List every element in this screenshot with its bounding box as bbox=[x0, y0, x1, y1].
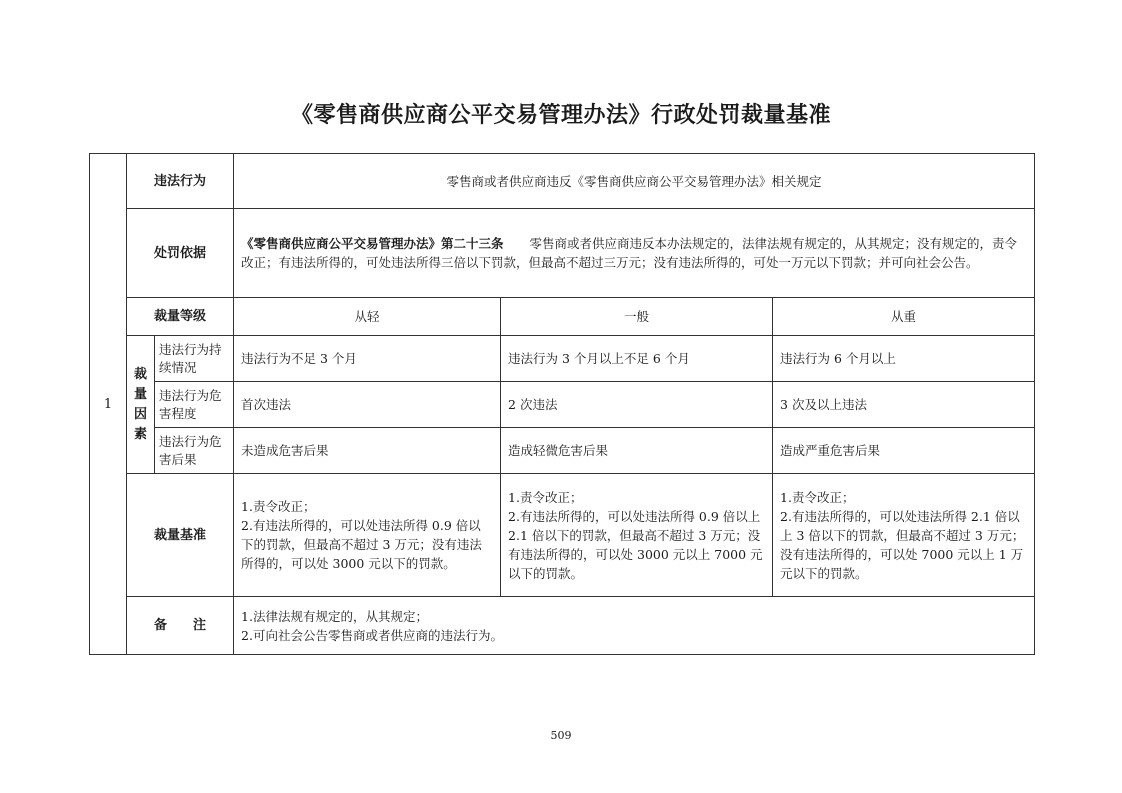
factor-row bbox=[90, 428, 1035, 474]
standard-severe bbox=[773, 474, 1035, 597]
level-general: 一般 bbox=[501, 298, 773, 336]
factor-value-lenient: 首次违法 bbox=[234, 382, 501, 428]
standard-lenient bbox=[234, 474, 501, 597]
factor-row bbox=[90, 336, 1035, 382]
factor-name: 违法行为危害程度 bbox=[155, 382, 234, 428]
remarks-value bbox=[234, 597, 1035, 655]
standard-line: 2.有违法所得的，可以处违法所得 0.9 倍以下的罚款，但最高不超过 3 万元；没有违法所得的，可以处 3000 元以下的罚款。 bbox=[241, 518, 482, 571]
remarks-label: 备 注 bbox=[127, 597, 234, 655]
standard-row bbox=[90, 474, 1035, 597]
levels-label: 裁量等级 bbox=[127, 298, 234, 336]
factor-value-severe: 3 次及以上违法 bbox=[773, 382, 1035, 428]
standard-line: 2.有违法所得的，可以处违法所得 0.9 倍以上 2.1 倍以下的罚款，但最高不超过 3 万元；没有违法所得的，可以处 3000 元以上 7000 元以下的罚款。 bbox=[508, 508, 763, 581]
levels-row bbox=[90, 298, 1035, 336]
page-number: 509 bbox=[550, 729, 572, 742]
remarks-line: 2.可向社会公告零售商或者供应商的违法行为。 bbox=[241, 627, 503, 643]
factor-value-general: 造成轻微危害后果 bbox=[501, 428, 773, 474]
factors-label-char: 量 bbox=[133, 386, 147, 402]
factors-label-char: 因 bbox=[133, 406, 147, 422]
factor-value-general: 2 次违法 bbox=[501, 382, 773, 428]
level-severe: 从重 bbox=[773, 298, 1035, 336]
factors-label-char: 素 bbox=[133, 426, 147, 442]
violation-label: 违法行为 bbox=[127, 154, 234, 209]
factor-row bbox=[90, 382, 1035, 428]
factor-name: 违法行为危害后果 bbox=[155, 428, 234, 474]
remarks-line: 1.法律法规有规定的，从其规定； bbox=[241, 608, 428, 624]
factors-label bbox=[127, 336, 155, 474]
factors-label-char: 裁 bbox=[133, 366, 147, 382]
penalty-standard-table bbox=[89, 153, 1035, 655]
level-lenient: 从轻 bbox=[234, 298, 501, 336]
basis-article: 《零售商供应商公平交易管理办法》第二十三条 bbox=[241, 236, 504, 251]
standard-general bbox=[501, 474, 773, 597]
basis-row bbox=[90, 209, 1035, 298]
page-title: 《零售商供应商公平交易管理办法》行政处罚裁量基准 bbox=[290, 103, 831, 128]
factor-value-lenient: 违法行为不足 3 个月 bbox=[234, 336, 501, 382]
standard-line: 2.有违法所得的，可以处违法所得 2.1 倍以上 3 倍以下的罚款，但最高不超过 3 万元；没有违法所得的，可以处 7000 元以上 1 万元以下的罚款。 bbox=[780, 508, 1025, 581]
basis-label: 处罚依据 bbox=[127, 209, 234, 298]
violation-row bbox=[90, 154, 1035, 209]
standard-line: 1.责令改正； bbox=[780, 489, 855, 505]
factor-value-general: 违法行为 3 个月以上不足 6 个月 bbox=[501, 336, 773, 382]
row-index: 1 bbox=[90, 154, 127, 655]
factor-value-severe: 违法行为 6 个月以上 bbox=[773, 336, 1035, 382]
basis-text: 零售商或者供应商违反本办法规定的，法律法规有规定的，从其规定；没有规定的，责令改正；有违法所得的，可处违法所得三倍以下罚款，但最高不超过三万元；没有违法所得的，可处一万元以下罚款；并可向社会公告。 bbox=[241, 236, 1018, 270]
basis-value bbox=[234, 209, 1035, 298]
standard-line: 1.责令改正； bbox=[508, 489, 583, 505]
factor-value-severe: 造成严重危害后果 bbox=[773, 428, 1035, 474]
standard-line: 1.责令改正； bbox=[241, 499, 316, 514]
standard-label: 裁量基准 bbox=[127, 474, 234, 597]
factor-name: 违法行为持续情况 bbox=[155, 336, 234, 382]
violation-value: 零售商或者供应商违反《零售商供应商公平交易管理办法》相关规定 bbox=[234, 154, 1035, 209]
factor-value-lenient: 未造成危害后果 bbox=[234, 428, 501, 474]
remarks-row bbox=[90, 597, 1035, 655]
